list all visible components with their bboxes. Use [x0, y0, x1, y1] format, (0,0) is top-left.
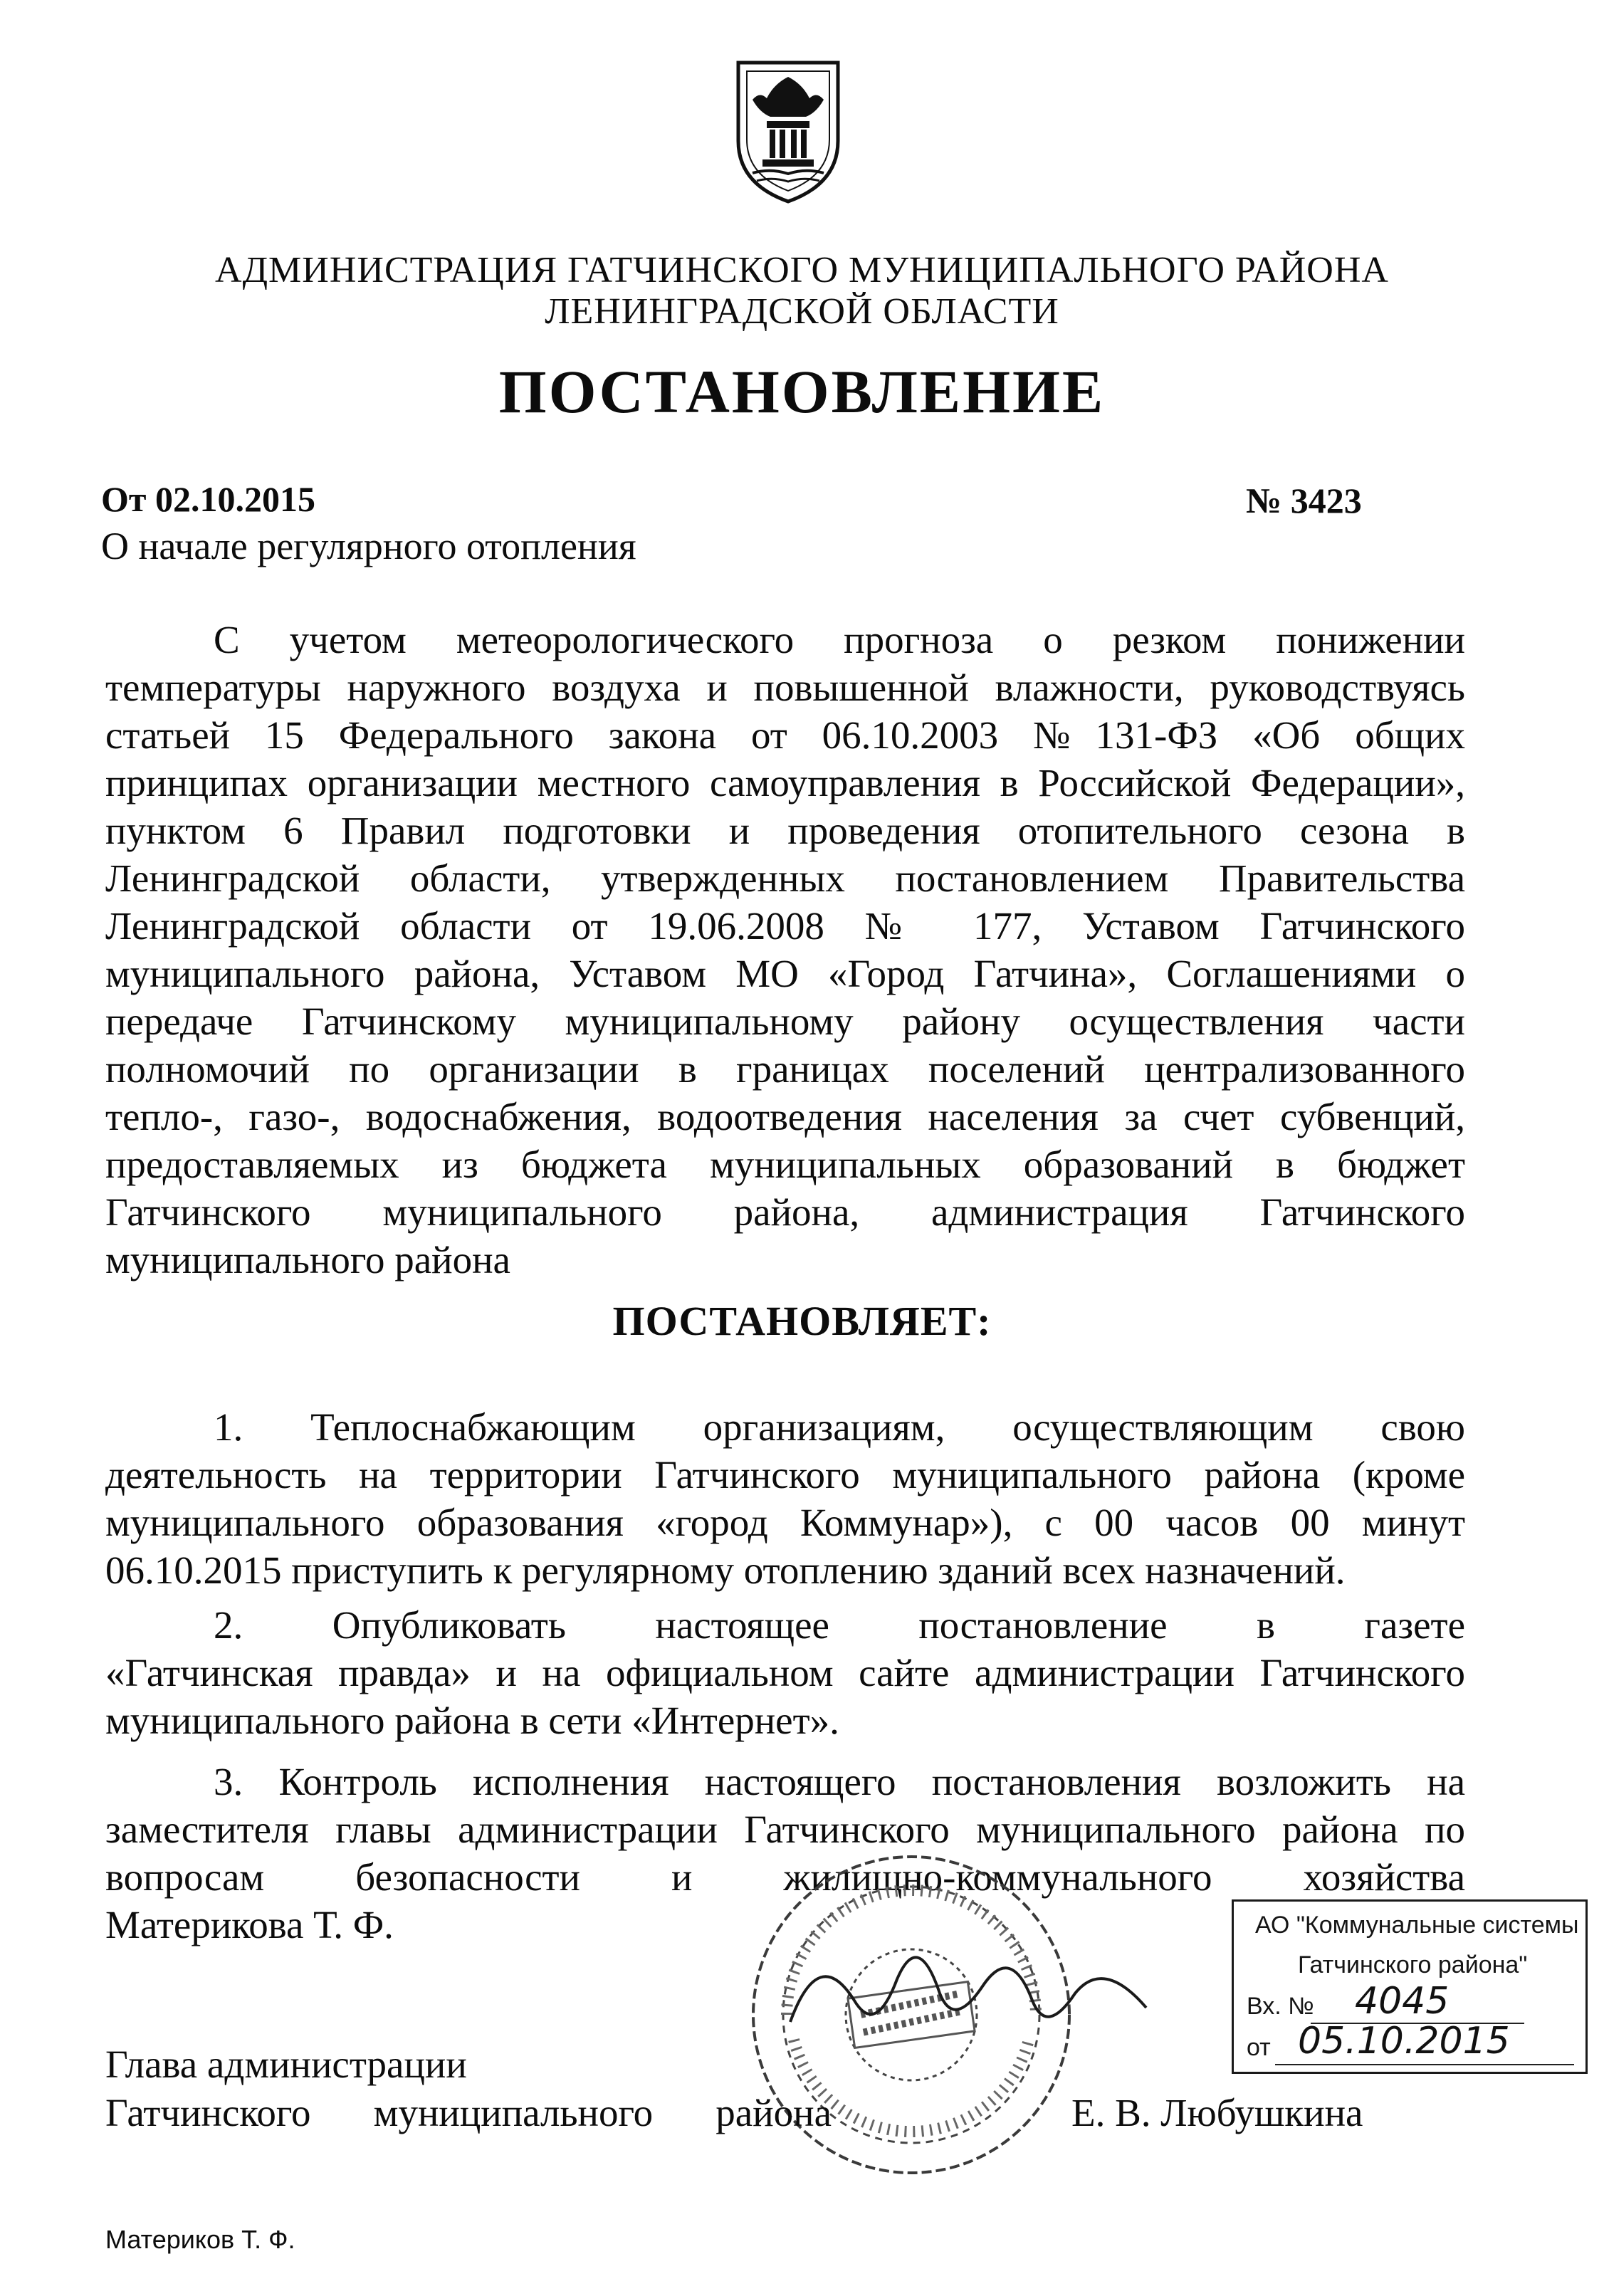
date-value: 02.10.2015 — [154, 479, 315, 519]
preamble-line: статьей 15 Федерального закона от 06.10.2003 №131-ФЗ «Об общих — [105, 713, 1465, 757]
document-number: № 3423 — [1246, 481, 1362, 520]
stamp-date: 05.10.2015 — [1298, 2020, 1510, 2062]
preamble-line: тепло-, газо-, водоснабжения, водоотведения населения за счет субвенций, — [105, 1095, 1465, 1138]
document-date — [101, 478, 315, 520]
document-title: ПОСТАНОВЛЕНИЕ — [498, 357, 1106, 426]
signatory-title-line1: Глава администрации — [105, 2043, 467, 2086]
stamp-org-line2: Гатчинского района" — [1298, 1951, 1528, 1978]
item-3-line: 3. Контроль исполнения настоящего постановления возложить на — [214, 1760, 1465, 1803]
item-2-line: 2. Опубликовать настоящее постановление в газете — [214, 1603, 1465, 1647]
signatory-title-line2: Гатчинского муниципального района — [105, 2091, 832, 2134]
preamble-line: полномочий по организации в границах поселений централизованного — [105, 1047, 1465, 1091]
stamp-date-label: от — [1247, 2034, 1271, 2061]
item-1-line: деятельность на территории Гатчинского муниципального района (кроме — [105, 1453, 1465, 1496]
preamble-line: температуры наружного воздуха и повышенной влажности, руководствуясь — [105, 666, 1465, 709]
preamble-line: передаче Гатчинскому муниципальному району осуществления части — [105, 1000, 1465, 1043]
preamble-line: принципах организации местного самоуправления в Российской Федерации», — [105, 761, 1465, 804]
item-1-line: 06.10.2015 приступить к регулярному отоплению зданий всех назначений. — [105, 1548, 1346, 1592]
preamble-line: С учетом метеорологического прогноза о резком понижении — [214, 618, 1465, 661]
organization-name-line1: АДМИНИСТРАЦИЯ ГАТЧИНСКОГО МУНИЦИПАЛЬНОГО РАЙОНА — [215, 250, 1389, 290]
item-3-line: Материкова Т. Ф. — [105, 1903, 394, 1946]
coat-of-arms-icon — [731, 56, 845, 205]
preamble-line: муниципального района, Уставом МО «Город Гатчина», Соглашениями о — [105, 952, 1465, 995]
preamble-line: Ленинградской области, утвержденных постановлением Правительства — [105, 856, 1465, 900]
preamble-line: пунктом 6 Правил подготовки и проведения отопительного сезона в — [105, 809, 1465, 852]
handwritten-signature — [776, 1901, 1175, 2058]
item-2-line: муниципального района в сети «Интернет». — [105, 1699, 839, 1742]
document-subject: О начале регулярного отопления — [101, 525, 636, 567]
preamble-line: Ленинградской области от 19.06.2008 № 177, Уставом Гатчинского — [105, 904, 1465, 948]
executor-note: Материков Т. Ф. — [105, 2225, 295, 2254]
resolve-heading: ПОСТАНОВЛЯЕТ: — [612, 1298, 992, 1344]
stamp-in-label: Вх. № — [1247, 1993, 1314, 2020]
preamble-line: муниципального района — [105, 1238, 510, 1281]
item-3-line: заместителя главы администрации Гатчинского муниципального района по — [105, 1808, 1465, 1851]
preamble-line: Гатчинского муниципального района, администрация Гатчинского — [105, 1190, 1465, 1234]
preamble-line: предоставляемых из бюджета муниципальных образований в бюджет — [105, 1143, 1465, 1186]
date-label: От — [101, 479, 147, 519]
registration-stamp — [1232, 1899, 1588, 2074]
signatory-name: Е. В. Любушкина — [1071, 2091, 1363, 2134]
item-2-line: «Гатчинская правда» и на официальном сайте администрации Гатчинского — [105, 1651, 1465, 1694]
item-1-line: 1. Теплоснабжающим организациям, осуществляющим свою — [214, 1405, 1465, 1449]
organization-name-line2: ЛЕНИНГРАДСКОЙ ОБЛАСТИ — [545, 291, 1059, 332]
item-1-line: муниципального образования «город Коммунар»), с 00 часов 00 минут — [105, 1501, 1465, 1544]
stamp-org-line1: АО "Коммунальные системы — [1255, 1912, 1579, 1939]
stamp-in-number: 4045 — [1355, 1980, 1450, 2023]
item-3-line: вопросам безопасности и жилищно-коммунального хозяйства — [105, 1855, 1465, 1899]
